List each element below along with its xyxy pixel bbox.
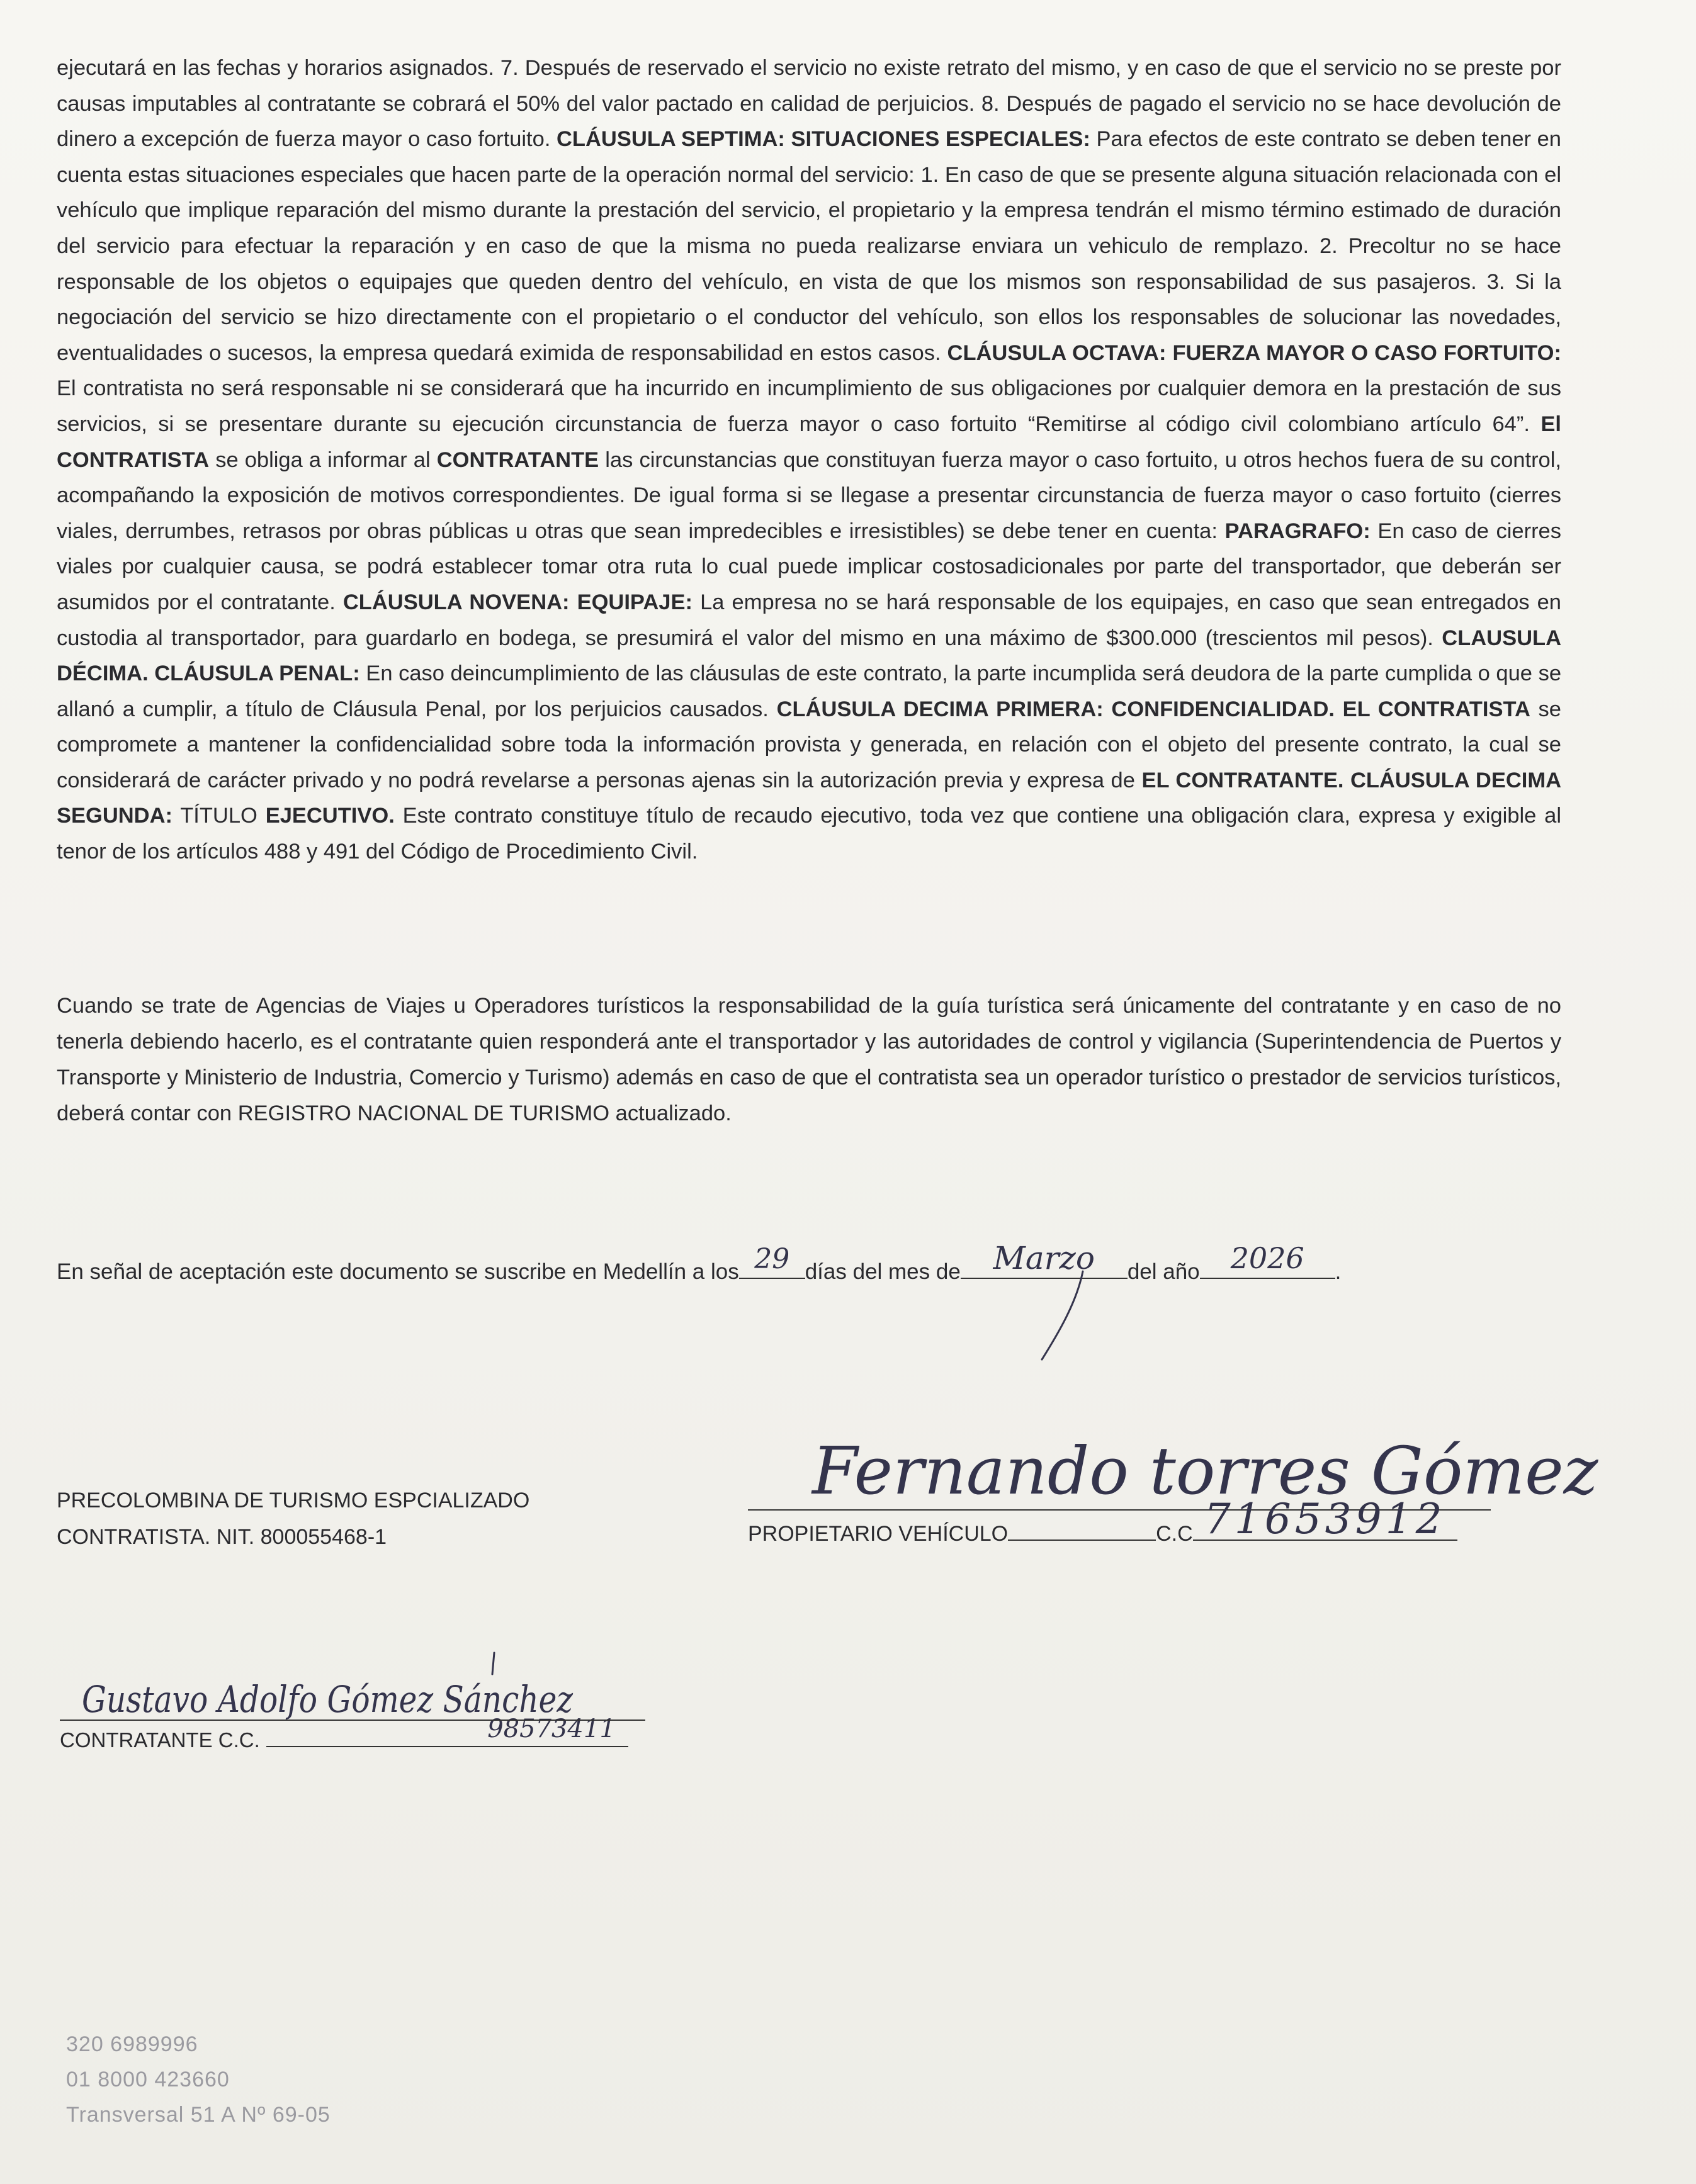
clause-heading: CLÁUSULA SEPTIMA: SITUACIONES ESPECIALES: [557, 127, 1090, 152]
acceptance-text-1: En señal de aceptación este documento se suscribe en Medellín a los [57, 1259, 739, 1284]
owner-cc-handwritten: 71653912 [1204, 1495, 1446, 1543]
tour-operator-paragraph: Cuando se trate de Agencias de Viajes u Operadores turísticos la responsabilidad de la guía turística será únicamente del contratante y en caso de no tenerla debiendo hacerlo, es el contratante quien responderá ante el transportador y las autoridades de control y vigilancia (Superintendencia de Puertos y Transporte y Ministerio de Industria, Comercio y Turismo) además en caso de que el contratista sea un operador turístico o prestador de servicios turísticos, deberá contar con REGISTRO NACIONAL DE TURISMO actualizado. [57, 994, 1561, 1125]
year-handwritten: 2026 [1230, 1241, 1304, 1275]
contractor-nit: CONTRATISTA. NIT. 800055468-1 [57, 1525, 387, 1549]
owner-blank [1008, 1518, 1156, 1541]
owner-signature-text: Fernando torres Gómez [812, 1433, 1598, 1509]
clause-heading: CLAUSULA DÉCIMA. CLÁUSULA PENAL: [57, 626, 1561, 686]
owner-cc-field[interactable] [1193, 1495, 1457, 1543]
clause-heading: EL CONTRATANTE. CLÁUSULA DECIMA SEGUNDA: [57, 768, 1561, 828]
client-block [60, 1714, 628, 1752]
clause-text: La empresa no se hará responsable de los equipajes, en caso que sean entregados en custodia al transportador, para guardarlo en bodega, se presumirá el valor del mismo en una máximo de $300.000 (trescientos mil pesos). [57, 590, 1561, 650]
clause-heading: CONTRATANTE [436, 447, 599, 472]
clause-text: se compromete a mantener la confidencialidad sobre toda la información provista y generada, en relación con el objeto del presente contrato, la cual se considerará de carácter privado y no podrá revelarse a personas ajenas sin la autorización previa y expresa de [57, 697, 1561, 792]
clause-text: En caso deincumplimiento de las cláusulas de este contrato, la parte incumplida será deudora de la parte cumplida o que se allanó a cumplir, a título de Cláusula Penal, por los perjuicios causados. [57, 661, 1562, 721]
year-field[interactable] [1200, 1241, 1335, 1279]
clause-heading: PARAGRAFO: [1224, 519, 1371, 543]
acceptance-end: . [1335, 1259, 1342, 1284]
clause-text: En caso de cierres viales por cualquier causa, se podrá establecer tomar otra ruta lo cual puede implicar costosadicionales por parte del transportador, que deberán ser asumidos por el contratante. [57, 519, 1561, 614]
clause-heading: EJECUTIVO. [265, 804, 395, 828]
clause-text: Este contrato constituye título de recaudo ejecutivo, toda vez que contiene una obligación clara, expresa y exigible al tenor de los artículos 488 y 491 del Código de Procedimiento Civil. [57, 804, 1561, 864]
client-signature-text: Gustavo Adolfo Gómez Sánchez [82, 1678, 574, 1721]
clause-heading: El CONTRATISTA [57, 412, 1561, 472]
footer-phone-1: 320 6989996 [66, 2032, 198, 2056]
clause-heading: CLÁUSULA OCTAVA: FUERZA MAYOR O CASO FORTUITO: [947, 341, 1561, 365]
footer-address: Transversal 51 A Nº 69-05 [66, 2103, 331, 2127]
footer-phone-2: 01 8000 423660 [66, 2068, 230, 2091]
contract-clauses [57, 50, 1561, 870]
clause-text: las circunstancias que constituyan fuerza mayor o caso fortuito, u otros hechos fuera de su control, acompañando la exposición de motivos correspondientes. De igual forma si se llegase a presentar circunstancia de fuerza mayor o caso fortuito (cierres viales, derrumbes, retrasos por obras públicas u otras que sean impredecibles e irresistibles) se debe tener en cuenta: [57, 447, 1561, 543]
owner-block [748, 1495, 1457, 1546]
client-cc-field[interactable] [266, 1714, 628, 1747]
clause-text: TÍTULO [172, 804, 266, 828]
acceptance-text-3: del año [1127, 1259, 1200, 1284]
clause-text: Para efectos de este contrato se deben tener en cuenta estas situaciones especiales que hacen parte de la operación normal del servicio: 1. En caso de que se presente alguna situación relacionada con el vehículo que implique reparación del mismo durante la prestación del servicio, el propietario y la empresa tendrán el mismo término estimado de duración del servicio para efectuar la reparación y en caso de que la misma no pueda realizarse enviara un vehiculo de remplazo. 2. Precoltur no se hace responsable de los objetos o equipajes que queden dentro del vehículo, en vista de que los mismos son responsabilidad de sus pasajeros. 3. Si la negociación del servicio se hizo directamente con el propietario o el conductor del vehículo, son ellos los responsables de solucionar las novedades, eventualidades o sucesos, la empresa quedará eximida de responsabilidad en estos casos. [57, 127, 1561, 365]
owner-cc-label: C.C [1156, 1522, 1193, 1546]
client-signature-line [60, 1720, 645, 1721]
owner-label: PROPIETARIO VEHÍCULO [748, 1522, 1009, 1546]
clause-text: se obliga a informar al [209, 447, 437, 472]
clause-text: El contratista no será responsable ni se considerará que ha incurrido en incumplimiento de sus obligaciones por cualquier demora en la prestación de sus servicios, si se presentare durante su ejecución circunstancia de fuerza mayor o caso fortuito “Remitirse al código civil colombiano artículo 64”. [57, 376, 1561, 436]
month-handwritten: Marzo [993, 1240, 1095, 1276]
month-flourish-stroke [1032, 1265, 1108, 1366]
client-label: CONTRATANTE C.C. [60, 1728, 260, 1752]
company-footer [66, 2027, 331, 2132]
client-signature [69, 1649, 592, 1725]
contractor-block [57, 1482, 529, 1555]
owner-signature [800, 1419, 1598, 1509]
contractor-name: PRECOLOMBINA DE TURISMO ESPCIALIZADO [57, 1489, 530, 1512]
acceptance-text-2: días del mes de [805, 1259, 961, 1284]
clause-heading: CLÁUSULA DECIMA PRIMERA: CONFIDENCIALIDAD. EL CONTRATISTA [776, 697, 1530, 721]
acceptance-line [57, 1240, 1599, 1285]
day-handwritten: 29 [754, 1243, 790, 1275]
day-field[interactable] [739, 1243, 805, 1279]
clause-text: ejecutará en las fechas y horarios asignados. 7. Después de reservado el servicio no existe retrato del mismo, y en caso de que el servicio no se preste por causas imputables al contratante se cobrará el 50% del valor pactado en calidad de perjuicios. 8. Después de pagado el servicio no se hace devolución de dinero a excepción de fuerza mayor o caso fortuito. [57, 56, 1561, 152]
client-cc-handwritten: 98573411 [487, 1714, 616, 1743]
clause-heading: CLÁUSULA NOVENA: EQUIPAJE: [342, 590, 693, 614]
